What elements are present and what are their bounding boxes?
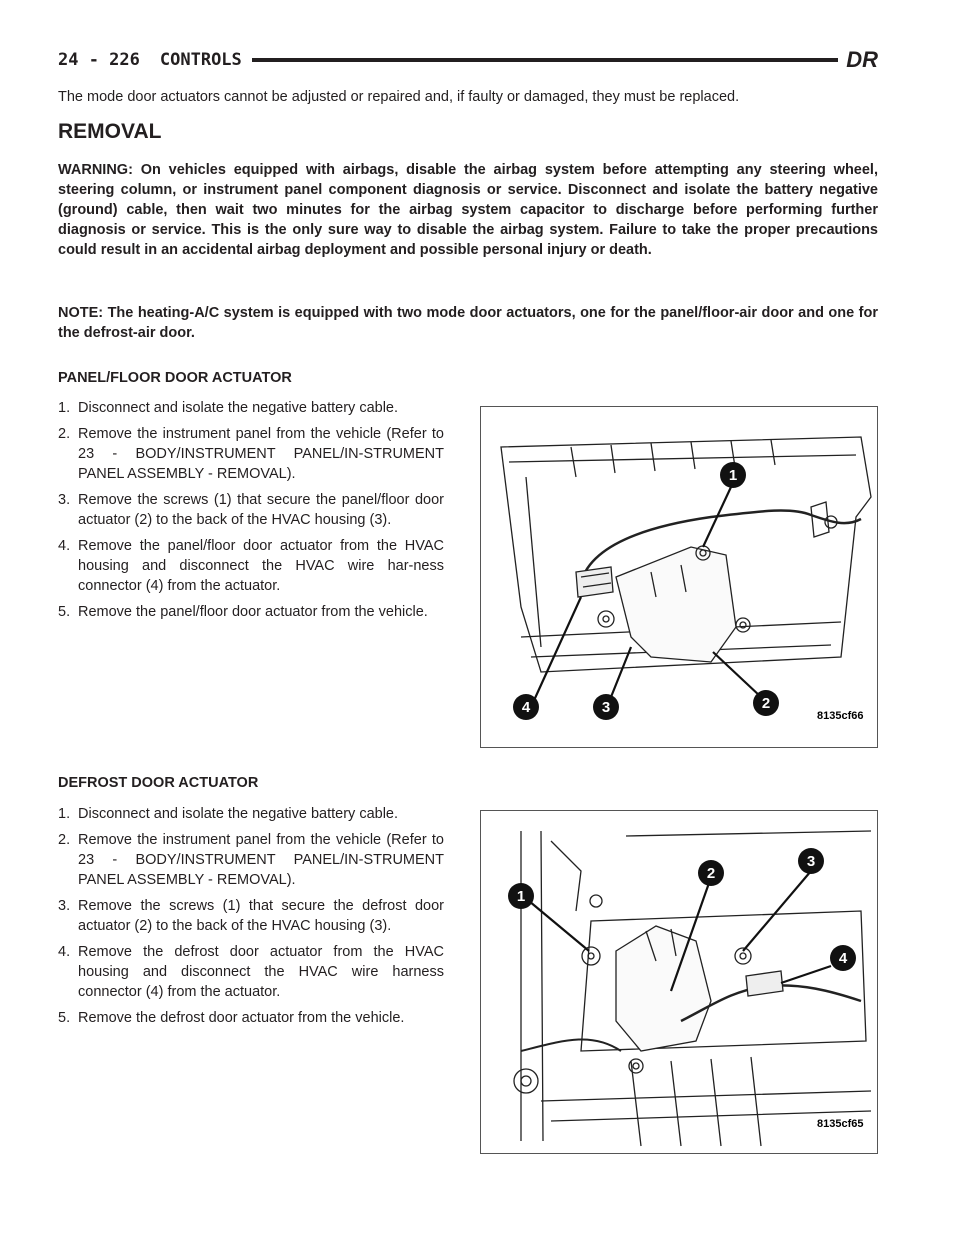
callout-4 — [830, 945, 856, 971]
section-heading: REMOVAL — [58, 120, 162, 143]
panel-floor-illustration — [481, 407, 877, 747]
callout-3 — [798, 848, 824, 874]
callout-2 — [698, 860, 724, 886]
svg-text:2: 2 — [706, 865, 716, 882]
defrost-heading: DEFROST DOOR ACTUATOR — [58, 775, 259, 791]
warning-paragraph: WARNING: On vehicles equipped with airbags, disable the airbag system before attempting any steering wheel, steering column, or instrument panel component diagnosis or service. Disconnect and isolate the battery negative (ground) cable, then wait two minutes for the airbag system capacitor to discharge before performing further diagnosis or service. This is the only sure way to disable the airbag system. Failure to take the proper precautions could result in an accidental airbag deployment and possible personal injury or death. — [58, 162, 878, 258]
defrost-actuator-figure — [480, 810, 878, 1154]
list-item: 5. Remove the defrost door actuator from the vehicle. — [58, 1010, 405, 1026]
note-paragraph: NOTE: The heating-A/C system is equipped with two mode door actuators, one for the panel/floor-air door and one for the defrost-air door. — [58, 305, 878, 341]
callout-4 — [513, 694, 539, 720]
svg-text:2: 2 — [761, 695, 771, 712]
list-item: 5. Remove the panel/floor door actuator from the vehicle. — [58, 604, 428, 620]
figure-id: 8135cf65 — [817, 1118, 864, 1130]
svg-text:1: 1 — [516, 888, 526, 905]
list-item: 3. Remove the screws (1) that secure the panel/floor door actuator (2) to the back of the HVAC housing (3). — [58, 492, 444, 528]
defrost-steps — [58, 804, 444, 1034]
panel-floor-actuator-figure — [480, 406, 878, 748]
callout-2 — [753, 690, 779, 716]
list-item: 4. Remove the panel/floor door actuator from the HVAC housing and disconnect the HVAC wire har-ness connector (4) from the actuator. — [58, 538, 444, 594]
list-item: 4. Remove the defrost door actuator from the HVAC housing and disconnect the HVAC wire harness connector (4) from the actuator. — [58, 944, 444, 1000]
header-rule — [252, 58, 838, 62]
list-item: 3. Remove the screws (1) that secure the defrost door actuator (2) to the back of the HVAC housing (3). — [58, 898, 444, 934]
defrost-illustration — [481, 811, 877, 1153]
svg-text:3: 3 — [601, 699, 611, 716]
svg-text:1: 1 — [728, 467, 738, 484]
list-item: 1. Disconnect and isolate the negative battery cable. — [58, 400, 399, 416]
list-item: 2. Remove the instrument panel from the vehicle (Refer to 23 - BODY/INSTRUMENT PANEL/IN-STRUMENT PANEL ASSEMBLY - REMOVAL). — [58, 426, 444, 482]
svg-text:4: 4 — [838, 950, 848, 967]
model-code: DR — [846, 47, 878, 72]
page-number: 24 - 226 — [58, 50, 140, 70]
callout-3 — [593, 694, 619, 720]
callout-1 — [720, 462, 746, 488]
list-item: 2. Remove the instrument panel from the vehicle (Refer to 23 - BODY/INSTRUMENT PANEL/IN-STRUMENT PANEL ASSEMBLY - REMOVAL). — [58, 832, 444, 888]
intro-paragraph: The mode door actuators cannot be adjusted or repaired and, if faulty or damaged, they must be replaced. — [58, 89, 740, 105]
figure-id: 8135cf66 — [817, 710, 864, 722]
panel-floor-steps — [58, 398, 444, 628]
callout-1 — [508, 883, 534, 909]
svg-text:3: 3 — [806, 853, 816, 870]
list-item: 1. Disconnect and isolate the negative battery cable. — [58, 806, 399, 822]
panel-floor-heading: PANEL/FLOOR DOOR ACTUATOR — [58, 370, 292, 386]
page-header — [58, 46, 878, 74]
svg-text:4: 4 — [521, 699, 531, 716]
section-title: CONTROLS — [159, 50, 242, 70]
